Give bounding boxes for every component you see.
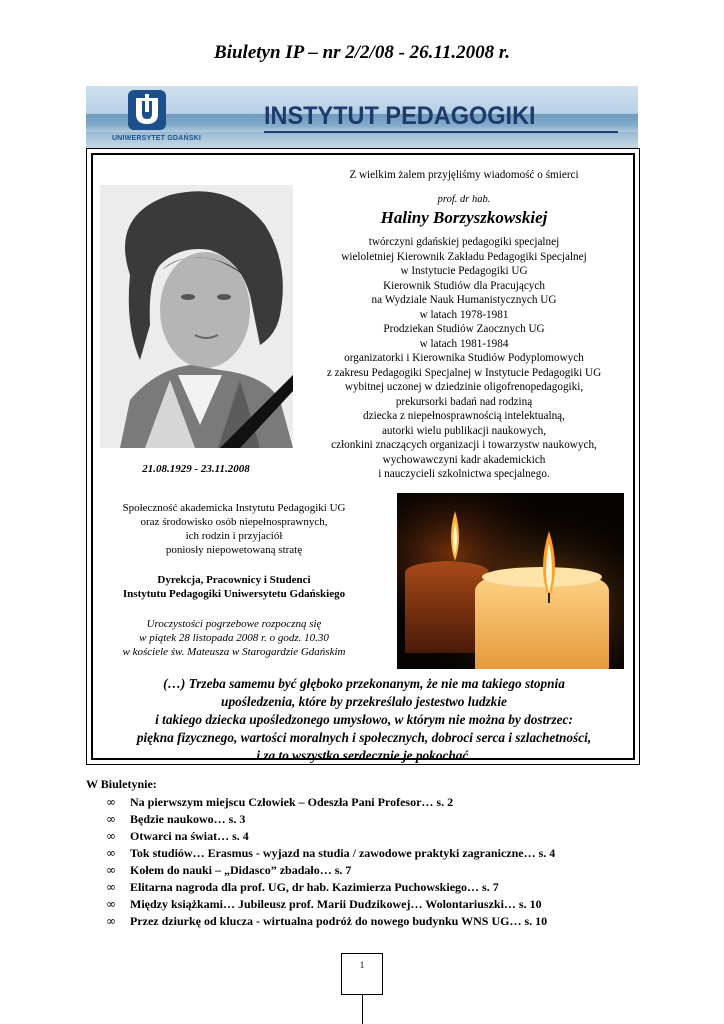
institute-name: INSTYTUT PEDAGOGIKI xyxy=(264,102,536,130)
academic-title: prof. dr hab. xyxy=(437,193,491,205)
toc-item-text: Przez dziurkę od klucza - wirtualna podróż do nowego budynku WNS UG… s. 10 xyxy=(130,914,548,928)
description-line: autorki wielu publikacji naukowych, xyxy=(381,424,547,437)
quote-line: (…) Trzeba samemu być głęboko przekonanym, że nie ma takiego stopnia xyxy=(163,676,565,691)
funeral-line: w piątek 28 listopada 2008 r. o godz. 10.30 xyxy=(139,632,329,644)
portrait-photo xyxy=(100,185,293,448)
description-line: organizatorki i Kierownika Studiów Podyplomowych xyxy=(344,352,584,364)
toc-item-text: Będzie naukowo… s. 3 xyxy=(130,812,246,826)
description-line: w latach 1981-1984 xyxy=(419,337,509,350)
life-dates: 21.08.1929 - 23.11.2008 xyxy=(142,463,250,475)
quote-line: upośledzenia, które by przekreślało jestestwo ludzkie xyxy=(221,694,507,709)
obituary-announcement xyxy=(300,168,628,482)
quote-block xyxy=(100,675,628,763)
infinity-bullet-icon: ∞ xyxy=(106,897,116,911)
description-line: w Instytucie Pedagogiki UG xyxy=(400,265,528,277)
description-line: wybitnej uczonej w dziedzinie oligofrenopedagogiki, xyxy=(344,381,584,393)
condolence-line: oraz środowisko osób niepełnosprawnych, xyxy=(140,516,328,528)
condolence-line: Społeczność akademicka Instytutu Pedagogiki UG xyxy=(122,502,346,514)
toc-item xyxy=(86,896,686,913)
university-name: UNIWERSYTET GDAŃSKI xyxy=(112,135,201,142)
infinity-bullet-icon: ∞ xyxy=(106,812,116,826)
description-line: w latach 1978-1981 xyxy=(419,308,509,321)
condolence-block xyxy=(96,501,372,659)
toc-item xyxy=(86,845,686,862)
toc-item-text: Elitarna nagroda dla prof. UG, dr hab. Kazimierza Puchowskiego… s. 7 xyxy=(130,880,499,894)
toc-item-text: Na pierwszym miejscu Człowiek – Odeszła Pani Profesor… s. 2 xyxy=(130,795,454,809)
funeral-info xyxy=(96,617,372,659)
toc-title: W Biuletynie: xyxy=(86,777,157,791)
page-number-stem xyxy=(362,995,363,1024)
institute-banner xyxy=(86,86,638,148)
toc-item-text: Tok studiów… Erasmus - wyjazd na studia / zawodowe praktyki zagraniczne… s. 4 xyxy=(130,846,556,860)
description-line: wieloletniej Kierownik Zakładu Pedagogiki Specjalnej xyxy=(341,250,587,263)
funeral-line: w kościele św. Mateusza w Starogardzie Gdańskim xyxy=(122,646,346,658)
toc-item xyxy=(86,913,686,930)
description-line: na Wydziale Nauk Humanistycznych UG xyxy=(371,294,557,306)
description-line: dziecka z niepełnosprawnością intelektualną, xyxy=(363,410,565,422)
quote-line: piękna fizycznego, wartości moralnych i społecznych, dobroci serca i szlachetności, xyxy=(136,730,592,745)
toc-item xyxy=(86,879,686,896)
obituary-intro: Z wielkim żalem przyjęliśmy wiadomość o śmierci xyxy=(349,169,579,181)
description-line: Prodziekan Studiów Zaocznych UG xyxy=(383,323,545,335)
description-line: członkini znaczących organizacji i towarzystw naukowych, xyxy=(331,439,597,451)
condolence-line: poniosły niepowetowaną stratę xyxy=(165,544,303,556)
signatory-line: Instytutu Pedagogiki Uniwersytetu Gdańskiego xyxy=(122,588,346,600)
quote-line: i takiego dziecka upośledzonego umysłowo, w którym nie można by dostrzec: xyxy=(155,712,573,727)
signatories xyxy=(96,573,372,601)
page-number: 1 xyxy=(341,953,383,995)
description-line: wychowawczyni kadr akademickich xyxy=(382,453,546,466)
toc-item xyxy=(86,811,686,828)
funeral-line: Uroczystości pogrzebowe rozpoczną się xyxy=(146,618,322,630)
infinity-bullet-icon: ∞ xyxy=(106,914,116,928)
toc-item-text: Kołem do nauki – „Didasco” zbadało… s. 7 xyxy=(130,863,352,877)
toc-item-text: Między książkami… Jubileusz prof. Marii Dudzikowej… Wolontariuszki… s. 10 xyxy=(130,897,542,911)
signatory-line: Dyrekcja, Pracownicy i Studenci xyxy=(157,574,311,586)
table-of-contents xyxy=(86,776,686,930)
infinity-bullet-icon: ∞ xyxy=(106,846,116,860)
description-line: twórczyni gdańskiej pedagogiki specjalnej xyxy=(368,236,560,248)
ug-logo-icon xyxy=(116,90,178,134)
candles-photo xyxy=(397,493,624,669)
infinity-bullet-icon: ∞ xyxy=(106,863,116,877)
toc-item xyxy=(86,794,686,811)
bulletin-title: Biuletyn IP – nr 2/2/08 - 26.11.2008 r. xyxy=(214,42,510,63)
description-line: prekursorki badań nad rodziną xyxy=(395,395,533,408)
toc-list xyxy=(86,794,686,930)
toc-item-text: Otwarci na świat… s. 4 xyxy=(130,829,249,843)
quote-line: i za to wszystko serdecznie je pokochać. xyxy=(256,748,472,763)
infinity-bullet-icon: ∞ xyxy=(106,880,116,894)
banner-underline xyxy=(264,131,618,133)
deceased-name: Haliny Borzyszkowskiej xyxy=(380,208,548,227)
condolence-line: ich rodzin i przyjaciół xyxy=(185,530,283,542)
description-line: Kierownik Studiów dla Pracujących xyxy=(383,279,545,292)
description-line: i nauczycieli szkolnictwa specjalnego. xyxy=(378,468,550,480)
infinity-bullet-icon: ∞ xyxy=(106,795,116,809)
description-line: z zakresu Pedagogiki Specjalnej w Instytucie Pedagogiki UG xyxy=(326,366,602,379)
toc-item xyxy=(86,862,686,879)
infinity-bullet-icon: ∞ xyxy=(106,829,116,843)
toc-item xyxy=(86,828,686,845)
